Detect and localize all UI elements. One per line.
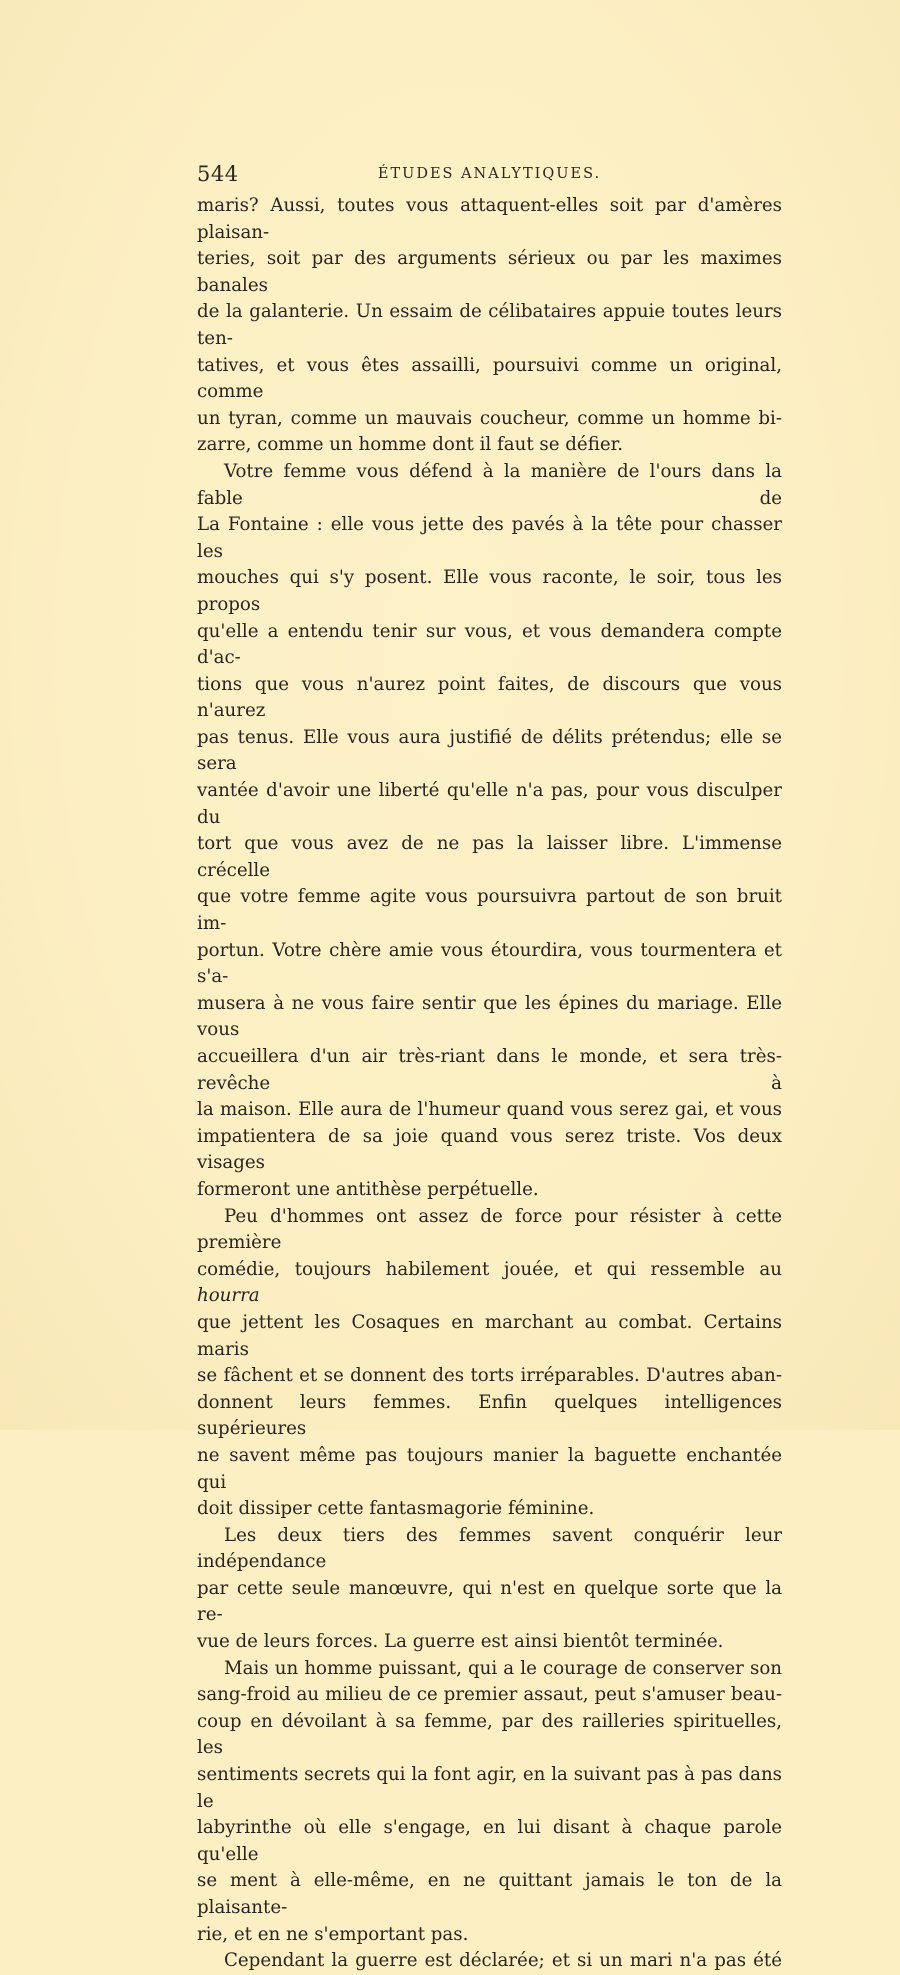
text-line: tort que vous avez de ne pas la laisser libre. L'immense crécelle (197, 833, 782, 881)
text-line: un tyran, comme un mauvais coucheur, comme un homme bi- (197, 407, 782, 429)
text-line: zarre, comme un homme dont il faut se défier. (197, 434, 624, 456)
text-line: que votre femme agite vous poursuivra partout de son bruit im- (197, 886, 782, 935)
text-span: comédie, toujours habilement jouée, et qui ressemble au (197, 1258, 782, 1280)
text-line: portun. Votre chère amie vous étourdira, vous tourmentera et s'a- (197, 939, 782, 988)
text-line: Peu d'hommes ont assez de force pour résister à cette première (197, 1205, 782, 1254)
text-line: se ment à elle-même, en ne quittant jamais le ton de la plaisante- (197, 1870, 782, 1918)
text-line: Les deux tiers des femmes savent conquérir leur indépendance (197, 1524, 782, 1573)
text-line: teries, soit par des arguments sérieux ou par les maximes banales (197, 248, 782, 296)
text-line: sentiments secrets qui la font agir, en la suivant pas à pas dans le (197, 1764, 782, 1812)
text-line: Cependant la guerre est déclarée; et si un mari n'a pas été (224, 1950, 782, 1972)
text-line: La Fontaine : elle vous jette des pavés à la tête pour chasser les (197, 514, 782, 562)
text-line: vue de leurs forces. La guerre est ainsi bientôt terminée. (197, 1631, 724, 1653)
text-line: mouches qui s'y posent. Elle vous raconte, le soir, tous les propos (197, 567, 782, 615)
text-line: qu'elle a entendu tenir sur vous, et vous demandera compte d'ac- (197, 620, 782, 669)
text-line: formeront une antithèse perpétuelle. (197, 1178, 539, 1200)
text-line: ne savent même pas toujours manier la baguette enchantée qui (197, 1444, 782, 1493)
text-line: pas tenus. Elle vous aura justifié de délits prétendus; elle se sera (197, 726, 782, 775)
page-number: 544 (197, 162, 239, 186)
running-head: ÉTUDES ANALYTIQUES. (377, 166, 602, 182)
text-line: donnent leurs femmes. Enfin quelques intelligences supérieures (197, 1391, 782, 1440)
page-header (197, 162, 782, 190)
text-line: vantée d'avoir une liberté qu'elle n'a pas, pour vous disculper du (197, 780, 782, 828)
text-line: se fâchent et se donnent des torts irréparables. D'autres aban- (197, 1365, 782, 1387)
text-line: Votre femme vous défend à la manière de l'ours dans la fable de (197, 460, 782, 509)
text-line: labyrinthe où elle s'engage, en lui disant à chaque parole qu'elle (197, 1817, 782, 1865)
text-line: coup en dévoilant à sa femme, par des railleries spirituelles, les (197, 1710, 782, 1759)
body-text (197, 193, 782, 1975)
text-line: maris? Aussi, toutes vous attaquent-elles soit par d'amères plaisan- (197, 195, 782, 243)
text-line: de la galanterie. Un essaim de célibataires appuie toutes leurs ten- (197, 301, 782, 349)
text-line: doit dissiper cette fantasmagorie féminine. (197, 1498, 595, 1520)
text-line: la maison. Elle aura de l'humeur quand vous serez gai, et vous (197, 1099, 782, 1121)
text-line: que jettent les Cosaques en marchant au combat. Certains maris (197, 1311, 782, 1360)
text-line: par cette seule manœuvre, qui n'est en quelque sorte que la re- (197, 1577, 782, 1626)
text-line (197, 1257, 782, 1310)
text-line: rie, et en ne s'emportant pas. (197, 1923, 469, 1945)
text-line: accueillera d'un air très-riant dans le monde, et sera très-revêche à (197, 1046, 782, 1094)
text-line: sang-froid au milieu de ce premier assaut, peut s'amuser beau- (197, 1684, 782, 1706)
text-line: musera à ne vous faire sentir que les épines du mariage. Elle vous (197, 992, 782, 1041)
text-line: impatientera de sa joie quand vous serez triste. Vos deux visages (197, 1125, 782, 1174)
text-line: tatives, et vous êtes assailli, poursuivi comme un original, comme (197, 354, 782, 403)
text-line: Mais un homme puissant, qui a le courage de conserver son (224, 1657, 782, 1679)
italic-word: hourra (197, 1285, 260, 1307)
text-line: tions que vous n'aurez point faites, de discours que vous n'aurez (197, 673, 782, 722)
